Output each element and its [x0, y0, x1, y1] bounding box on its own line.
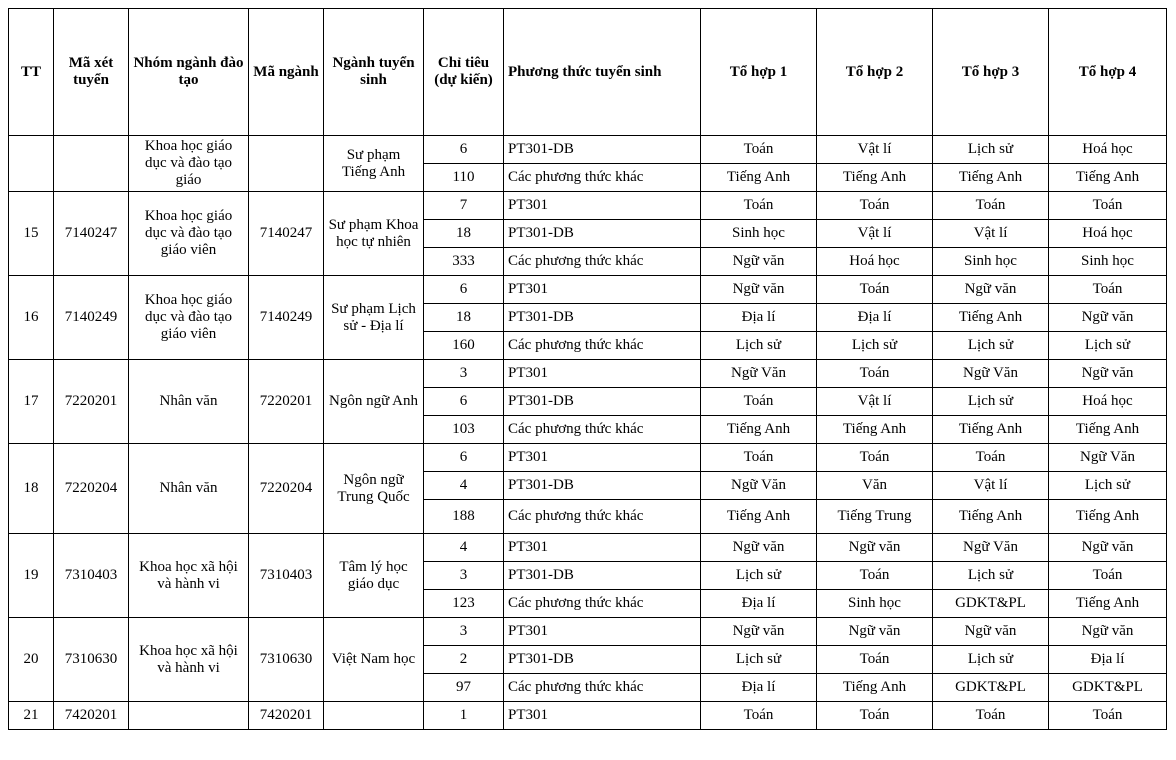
cell-phuong-thuc: Các phương thức khác	[504, 248, 701, 276]
header-nhom-nganh: Nhóm ngành đào tạo	[129, 9, 249, 136]
cell-phuong-thuc: Các phương thức khác	[504, 500, 701, 534]
cell-phuong-thuc: PT301-DB	[504, 220, 701, 248]
header-to-hop-1: Tổ hợp 1	[701, 9, 817, 136]
cell-to-hop-1: Toán	[701, 444, 817, 472]
cell-chi-tieu: 6	[424, 388, 504, 416]
cell-to-hop-4: Hoá học	[1049, 136, 1167, 164]
cell-chi-tieu: 18	[424, 220, 504, 248]
cell-ma-nganh: 7140249	[249, 276, 324, 360]
cell-to-hop-1: Toán	[701, 136, 817, 164]
cell-ma-nganh: 7420201	[249, 702, 324, 730]
cell-nganh-tuyen-sinh: Ngôn ngữ Anh	[324, 360, 424, 444]
cell-to-hop-1: Địa lí	[701, 674, 817, 702]
cell-chi-tieu: 6	[424, 276, 504, 304]
cell-to-hop-1: Ngữ Văn	[701, 472, 817, 500]
cell-to-hop-3: Lịch sử	[933, 646, 1049, 674]
cell-nganh-tuyen-sinh: Sư phạm Lịch sử - Địa lí	[324, 276, 424, 360]
cell-phuong-thuc: PT301-DB	[504, 562, 701, 590]
cell-to-hop-4: Ngữ văn	[1049, 534, 1167, 562]
cell-to-hop-1: Tiếng Anh	[701, 164, 817, 192]
cell-chi-tieu: 6	[424, 136, 504, 164]
cell-nganh-tuyen-sinh: Sư phạm Tiếng Anh	[324, 136, 424, 192]
cell-to-hop-4: Lịch sử	[1049, 332, 1167, 360]
cell-to-hop-3: Lịch sử	[933, 136, 1049, 164]
cell-ma-xet-tuyen: 7420201	[54, 702, 129, 730]
cell-to-hop-1: Ngữ văn	[701, 276, 817, 304]
cell-to-hop-3: Ngữ văn	[933, 276, 1049, 304]
cell-to-hop-3: Tiếng Anh	[933, 416, 1049, 444]
cell-to-hop-3: Tiếng Anh	[933, 500, 1049, 534]
table-row	[9, 702, 1167, 730]
cell-nganh-tuyen-sinh	[324, 702, 424, 730]
cell-to-hop-2: Tiếng Anh	[817, 416, 933, 444]
header-ma-xet-tuyen: Mã xét tuyển	[54, 9, 129, 136]
cell-to-hop-1: Lịch sử	[701, 332, 817, 360]
cell-to-hop-3: Vật lí	[933, 220, 1049, 248]
cell-to-hop-4: Hoá học	[1049, 388, 1167, 416]
cell-chi-tieu: 2	[424, 646, 504, 674]
cell-to-hop-2: Văn	[817, 472, 933, 500]
table-row	[9, 360, 1167, 388]
cell-to-hop-4: Toán	[1049, 562, 1167, 590]
cell-to-hop-1: Địa lí	[701, 304, 817, 332]
cell-to-hop-3: Toán	[933, 444, 1049, 472]
header-phuong-thuc: Phương thức tuyển sinh	[504, 9, 701, 136]
cell-to-hop-2: Tiếng Anh	[817, 164, 933, 192]
cell-phuong-thuc: PT301-DB	[504, 646, 701, 674]
cell-nhom-nganh: Khoa học xã hội và hành vi	[129, 534, 249, 618]
cell-to-hop-4: Tiếng Anh	[1049, 590, 1167, 618]
cell-to-hop-4: GDKT&PL	[1049, 674, 1167, 702]
cell-to-hop-4: Ngữ văn	[1049, 304, 1167, 332]
cell-to-hop-3: Lịch sử	[933, 562, 1049, 590]
cell-nhom-nganh: Khoa học xã hội và hành vi	[129, 618, 249, 702]
cell-phuong-thuc: Các phương thức khác	[504, 164, 701, 192]
cell-ma-nganh: 7140247	[249, 192, 324, 276]
cell-to-hop-1: Địa lí	[701, 590, 817, 618]
cell-chi-tieu: 3	[424, 618, 504, 646]
cell-to-hop-2: Vật lí	[817, 388, 933, 416]
cell-nhom-nganh: Nhân văn	[129, 360, 249, 444]
cell-to-hop-4: Ngữ văn	[1049, 618, 1167, 646]
cell-chi-tieu: 4	[424, 534, 504, 562]
table-row	[9, 276, 1167, 304]
cell-phuong-thuc: PT301	[504, 618, 701, 646]
cell-to-hop-4: Lịch sử	[1049, 472, 1167, 500]
cell-to-hop-2: Hoá học	[817, 248, 933, 276]
cell-to-hop-3: Toán	[933, 702, 1049, 730]
cell-phuong-thuc: PT301-DB	[504, 388, 701, 416]
cell-tt: 17	[9, 360, 54, 444]
cell-phuong-thuc: Các phương thức khác	[504, 332, 701, 360]
cell-to-hop-1: Lịch sử	[701, 646, 817, 674]
cell-chi-tieu: 6	[424, 444, 504, 472]
cell-to-hop-3: Lịch sử	[933, 332, 1049, 360]
cell-chi-tieu: 188	[424, 500, 504, 534]
cell-chi-tieu: 97	[424, 674, 504, 702]
cell-phuong-thuc: PT301	[504, 534, 701, 562]
cell-phuong-thuc: PT301	[504, 360, 701, 388]
cell-to-hop-3: GDKT&PL	[933, 590, 1049, 618]
header-tt: TT	[9, 9, 54, 136]
cell-nhom-nganh: Khoa học giáo dục và đào tạo giáo	[129, 136, 249, 192]
cell-to-hop-3: Tiếng Anh	[933, 164, 1049, 192]
cell-phuong-thuc: Các phương thức khác	[504, 416, 701, 444]
cell-ma-xet-tuyen: 7310630	[54, 618, 129, 702]
cell-to-hop-2: Toán	[817, 646, 933, 674]
cell-to-hop-1: Ngữ văn	[701, 618, 817, 646]
cell-chi-tieu: 4	[424, 472, 504, 500]
cell-to-hop-1: Ngữ văn	[701, 248, 817, 276]
table-row	[9, 136, 1167, 164]
cell-ma-xet-tuyen: 7220204	[54, 444, 129, 534]
cell-nhom-nganh: Khoa học giáo dục và đào tạo giáo viên	[129, 276, 249, 360]
cell-ma-xet-tuyen	[54, 136, 129, 192]
cell-chi-tieu: 7	[424, 192, 504, 220]
cell-to-hop-2: Sinh học	[817, 590, 933, 618]
cell-to-hop-4: Ngữ Văn	[1049, 444, 1167, 472]
cell-tt	[9, 136, 54, 192]
header-row	[9, 9, 1167, 136]
cell-to-hop-2: Toán	[817, 276, 933, 304]
cell-to-hop-3: Ngữ văn	[933, 618, 1049, 646]
cell-to-hop-2: Ngữ văn	[817, 618, 933, 646]
cell-to-hop-2: Toán	[817, 702, 933, 730]
table-body	[9, 136, 1167, 730]
cell-to-hop-3: Ngữ Văn	[933, 534, 1049, 562]
cell-to-hop-3: Ngữ Văn	[933, 360, 1049, 388]
cell-phuong-thuc: PT301	[504, 444, 701, 472]
cell-ma-xet-tuyen: 7140249	[54, 276, 129, 360]
cell-to-hop-2: Toán	[817, 360, 933, 388]
cell-tt: 16	[9, 276, 54, 360]
cell-nganh-tuyen-sinh: Việt Nam học	[324, 618, 424, 702]
cell-phuong-thuc: PT301-DB	[504, 304, 701, 332]
table-row	[9, 192, 1167, 220]
cell-to-hop-4: Tiếng Anh	[1049, 500, 1167, 534]
cell-chi-tieu: 3	[424, 360, 504, 388]
cell-chi-tieu: 333	[424, 248, 504, 276]
cell-phuong-thuc: Các phương thức khác	[504, 674, 701, 702]
cell-to-hop-1: Toán	[701, 702, 817, 730]
table-row	[9, 618, 1167, 646]
table-row	[9, 534, 1167, 562]
cell-to-hop-3: Toán	[933, 192, 1049, 220]
cell-nganh-tuyen-sinh: Tâm lý học giáo dục	[324, 534, 424, 618]
cell-tt: 15	[9, 192, 54, 276]
table-row	[9, 444, 1167, 472]
cell-to-hop-2: Lịch sử	[817, 332, 933, 360]
cell-to-hop-4: Sinh học	[1049, 248, 1167, 276]
cell-ma-nganh	[249, 136, 324, 192]
cell-nganh-tuyen-sinh: Ngôn ngữ Trung Quốc	[324, 444, 424, 534]
cell-ma-nganh: 7310630	[249, 618, 324, 702]
cell-ma-nganh: 7310403	[249, 534, 324, 618]
cell-to-hop-4: Địa lí	[1049, 646, 1167, 674]
cell-to-hop-3: GDKT&PL	[933, 674, 1049, 702]
cell-phuong-thuc: PT301-DB	[504, 472, 701, 500]
cell-to-hop-4: Toán	[1049, 192, 1167, 220]
cell-to-hop-3: Vật lí	[933, 472, 1049, 500]
cell-tt: 18	[9, 444, 54, 534]
cell-nhom-nganh: Nhân văn	[129, 444, 249, 534]
cell-to-hop-2: Tiếng Anh	[817, 674, 933, 702]
admission-table	[8, 8, 1167, 730]
cell-to-hop-2: Vật lí	[817, 136, 933, 164]
cell-to-hop-3: Tiếng Anh	[933, 304, 1049, 332]
cell-phuong-thuc: PT301	[504, 702, 701, 730]
cell-to-hop-1: Toán	[701, 192, 817, 220]
cell-ma-nganh: 7220201	[249, 360, 324, 444]
cell-to-hop-2: Toán	[817, 444, 933, 472]
header-to-hop-3: Tổ hợp 3	[933, 9, 1049, 136]
cell-to-hop-2: Toán	[817, 192, 933, 220]
cell-chi-tieu: 3	[424, 562, 504, 590]
cell-to-hop-3: Lịch sử	[933, 388, 1049, 416]
cell-phuong-thuc: Các phương thức khác	[504, 590, 701, 618]
cell-to-hop-3: Sinh học	[933, 248, 1049, 276]
cell-ma-xet-tuyen: 7140247	[54, 192, 129, 276]
cell-nhom-nganh: Khoa học giáo dục và đào tạo giáo viên	[129, 192, 249, 276]
cell-to-hop-4: Tiếng Anh	[1049, 416, 1167, 444]
cell-to-hop-1: Sinh học	[701, 220, 817, 248]
cell-tt: 20	[9, 618, 54, 702]
cell-to-hop-2: Vật lí	[817, 220, 933, 248]
header-ma-nganh: Mã ngành	[249, 9, 324, 136]
cell-chi-tieu: 103	[424, 416, 504, 444]
cell-to-hop-1: Tiếng Anh	[701, 500, 817, 534]
cell-to-hop-2: Ngữ văn	[817, 534, 933, 562]
cell-chi-tieu: 1	[424, 702, 504, 730]
cell-nhom-nganh	[129, 702, 249, 730]
header-to-hop-2: Tổ hợp 2	[817, 9, 933, 136]
cell-nganh-tuyen-sinh: Sư phạm Khoa học tự nhiên	[324, 192, 424, 276]
cell-to-hop-4: Toán	[1049, 276, 1167, 304]
cell-to-hop-4: Tiếng Anh	[1049, 164, 1167, 192]
cell-to-hop-2: Địa lí	[817, 304, 933, 332]
cell-phuong-thuc: PT301-DB	[504, 136, 701, 164]
cell-to-hop-1: Ngữ Văn	[701, 360, 817, 388]
cell-ma-xet-tuyen: 7310403	[54, 534, 129, 618]
cell-to-hop-2: Toán	[817, 562, 933, 590]
cell-to-hop-1: Tiếng Anh	[701, 416, 817, 444]
header-nganh-tuyen-sinh: Ngành tuyển sinh	[324, 9, 424, 136]
cell-chi-tieu: 160	[424, 332, 504, 360]
cell-to-hop-4: Toán	[1049, 702, 1167, 730]
cell-chi-tieu: 18	[424, 304, 504, 332]
cell-to-hop-2: Tiếng Trung	[817, 500, 933, 534]
cell-to-hop-1: Toán	[701, 388, 817, 416]
cell-tt: 21	[9, 702, 54, 730]
cell-chi-tieu: 123	[424, 590, 504, 618]
cell-ma-xet-tuyen: 7220201	[54, 360, 129, 444]
cell-phuong-thuc: PT301	[504, 276, 701, 304]
header-to-hop-4: Tổ hợp 4	[1049, 9, 1167, 136]
cell-tt: 19	[9, 534, 54, 618]
header-chi-tieu: Chỉ tiêu (dự kiến)	[424, 9, 504, 136]
cell-to-hop-4: Hoá học	[1049, 220, 1167, 248]
cell-phuong-thuc: PT301	[504, 192, 701, 220]
cell-to-hop-1: Ngữ văn	[701, 534, 817, 562]
cell-chi-tieu: 110	[424, 164, 504, 192]
cell-to-hop-1: Lịch sử	[701, 562, 817, 590]
cell-to-hop-4: Ngữ văn	[1049, 360, 1167, 388]
cell-ma-nganh: 7220204	[249, 444, 324, 534]
